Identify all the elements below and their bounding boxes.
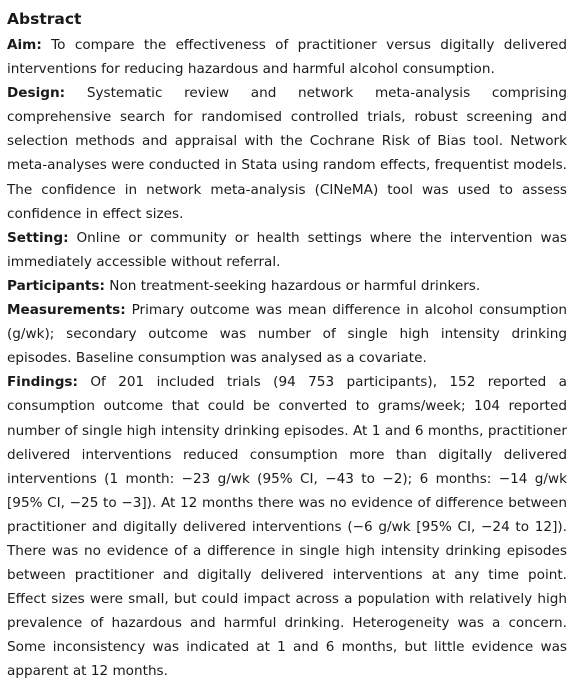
aim-label: Aim: [7, 37, 42, 53]
participants-paragraph [7, 274, 567, 298]
findings-text: Of 201 included trials (94 753 participants), 152 reported a consumption outcome that could be converted to grams/week; 104 reported number of single high intensity drinking episodes. At 1 and 6 months, practitioner delivered interventions reduced consumption more than digitally delivered interventions (1 month: −23 g/wk (95% CI, −43 to −2); 6 months: −14 g/wk [95% CI, −25 to −3]). At 12 months there was no evidence of difference between practitioner and digitally delivered interventions (−6 g/wk [95% CI, −24 to 12]). There was no evidence of a difference in single high intensity drinking episodes between practitioner and digitally delivered interventions at any time point. Effect sizes were small, but could impact across a population with relatively high prevalence of hazardous and harmful drinking. Heterogeneity was a concern. Some inconsistency was indicated at 1 and 6 months, but little evidence was apparent at 12 months. [7, 374, 567, 680]
findings-label: Findings: [7, 374, 78, 391]
measurements-label: Measurements: [7, 302, 126, 319]
design-label: Design: [7, 85, 66, 102]
findings-paragraph [7, 370, 567, 683]
design-text: Systematic review and network meta-analysis comprising comprehensive search for randomised controlled trials, robust screening and selection methods and appraisal with the Cochrane Risk of Bias tool. Network meta-analyses were conducted in Stata using random effects, frequentist models. The confidence in network meta-analysis (CINeMA) tool was used to assess confidence in effect sizes. [7, 85, 567, 222]
setting-paragraph [7, 226, 567, 274]
design-paragraph [7, 81, 567, 226]
participants-text: Non treatment-seeking hazardous or harmful drinkers. [109, 277, 481, 294]
setting-text: Online or community or health settings where the intervention was immediately accessible without referral. [7, 229, 567, 270]
measurements-paragraph [7, 298, 567, 370]
aim-text: To compare the effectiveness of practitioner versus digitally delivered interventions for reducing hazardous and harmful alcohol consumption. [7, 37, 567, 78]
participants-label: Participants: [7, 277, 105, 294]
measurements-text: Primary outcome was mean difference in alcohol consumption (g/wk); secondary outcome was number of single high intensity drinking episodes. Baseline consumption was analysed as a covariate. [7, 302, 567, 367]
setting-label: Setting: [7, 229, 69, 246]
abstract-heading: Abstract [7, 10, 82, 28]
aim-paragraph [7, 33, 567, 81]
